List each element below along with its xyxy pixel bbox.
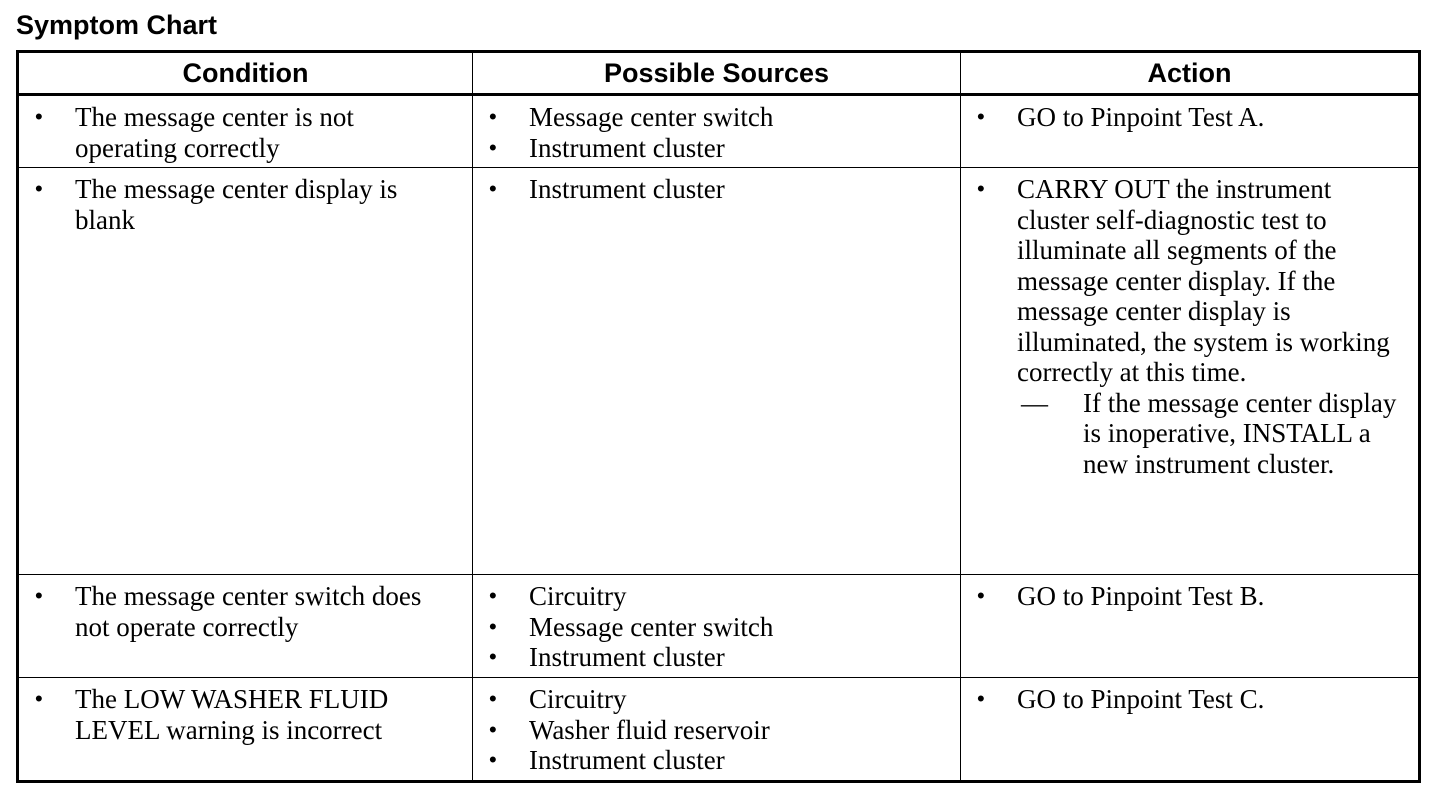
condition-cell [18, 95, 473, 168]
condition-text: • The LOW WASHER FLUID LEVEL warning is incorrect [31, 684, 462, 745]
source-item: • Instrument cluster [485, 174, 950, 205]
source-item: • Circuitry [485, 581, 950, 612]
source-item: • Instrument cluster [485, 745, 950, 776]
action-text: • GO to Pinpoint Test B. [973, 581, 1408, 612]
source-item: • Washer fluid reservoir [485, 715, 950, 746]
source-item: • Instrument cluster [485, 133, 950, 164]
source-item: • Instrument cluster [485, 642, 950, 673]
action-sub-text: If the message center display is inoperative, INSTALL a new instrument cluster. [1083, 387, 1397, 479]
action-text: CARRY OUT the instrument cluster self-diagnostic test to illuminate all segments of the message center display. If the message center display is illuminated, the system is working correctly at this time. [1017, 174, 1390, 387]
column-header-condition: Condition [18, 52, 473, 95]
table-row [18, 575, 1420, 678]
action-text: • GO to Pinpoint Test A. [973, 102, 1408, 133]
sources-cell [473, 678, 961, 782]
table-row [18, 678, 1420, 782]
condition-cell [18, 575, 473, 678]
column-header-possible-sources: Possible Sources [473, 52, 961, 95]
action-sub-step [1017, 388, 1408, 480]
source-item: • Message center switch [485, 612, 950, 643]
condition-cell [18, 678, 473, 782]
condition-cell [18, 168, 473, 575]
column-header-action: Action [961, 52, 1420, 95]
action-cell [961, 575, 1420, 678]
source-item: • Message center switch [485, 102, 950, 133]
condition-text: • The message center display is blank [31, 174, 462, 235]
source-item: • Circuitry [485, 684, 950, 715]
page-title: Symptom Chart [16, 10, 218, 40]
dash-marker: — [1021, 387, 1048, 418]
action-text: • GO to Pinpoint Test C. [973, 684, 1408, 715]
action-cell [961, 168, 1420, 575]
table-row [18, 95, 1420, 168]
table-header-row [18, 52, 1420, 95]
condition-text: • The message center switch does not operate correctly [31, 581, 462, 642]
sources-cell [473, 168, 961, 575]
action-cell [961, 95, 1420, 168]
condition-text: • The message center is not operating correctly [31, 102, 462, 163]
sources-cell [473, 575, 961, 678]
table-row [18, 168, 1420, 575]
symptom-chart-table [16, 50, 1421, 783]
action-cell [961, 678, 1420, 782]
sources-cell [473, 95, 961, 168]
